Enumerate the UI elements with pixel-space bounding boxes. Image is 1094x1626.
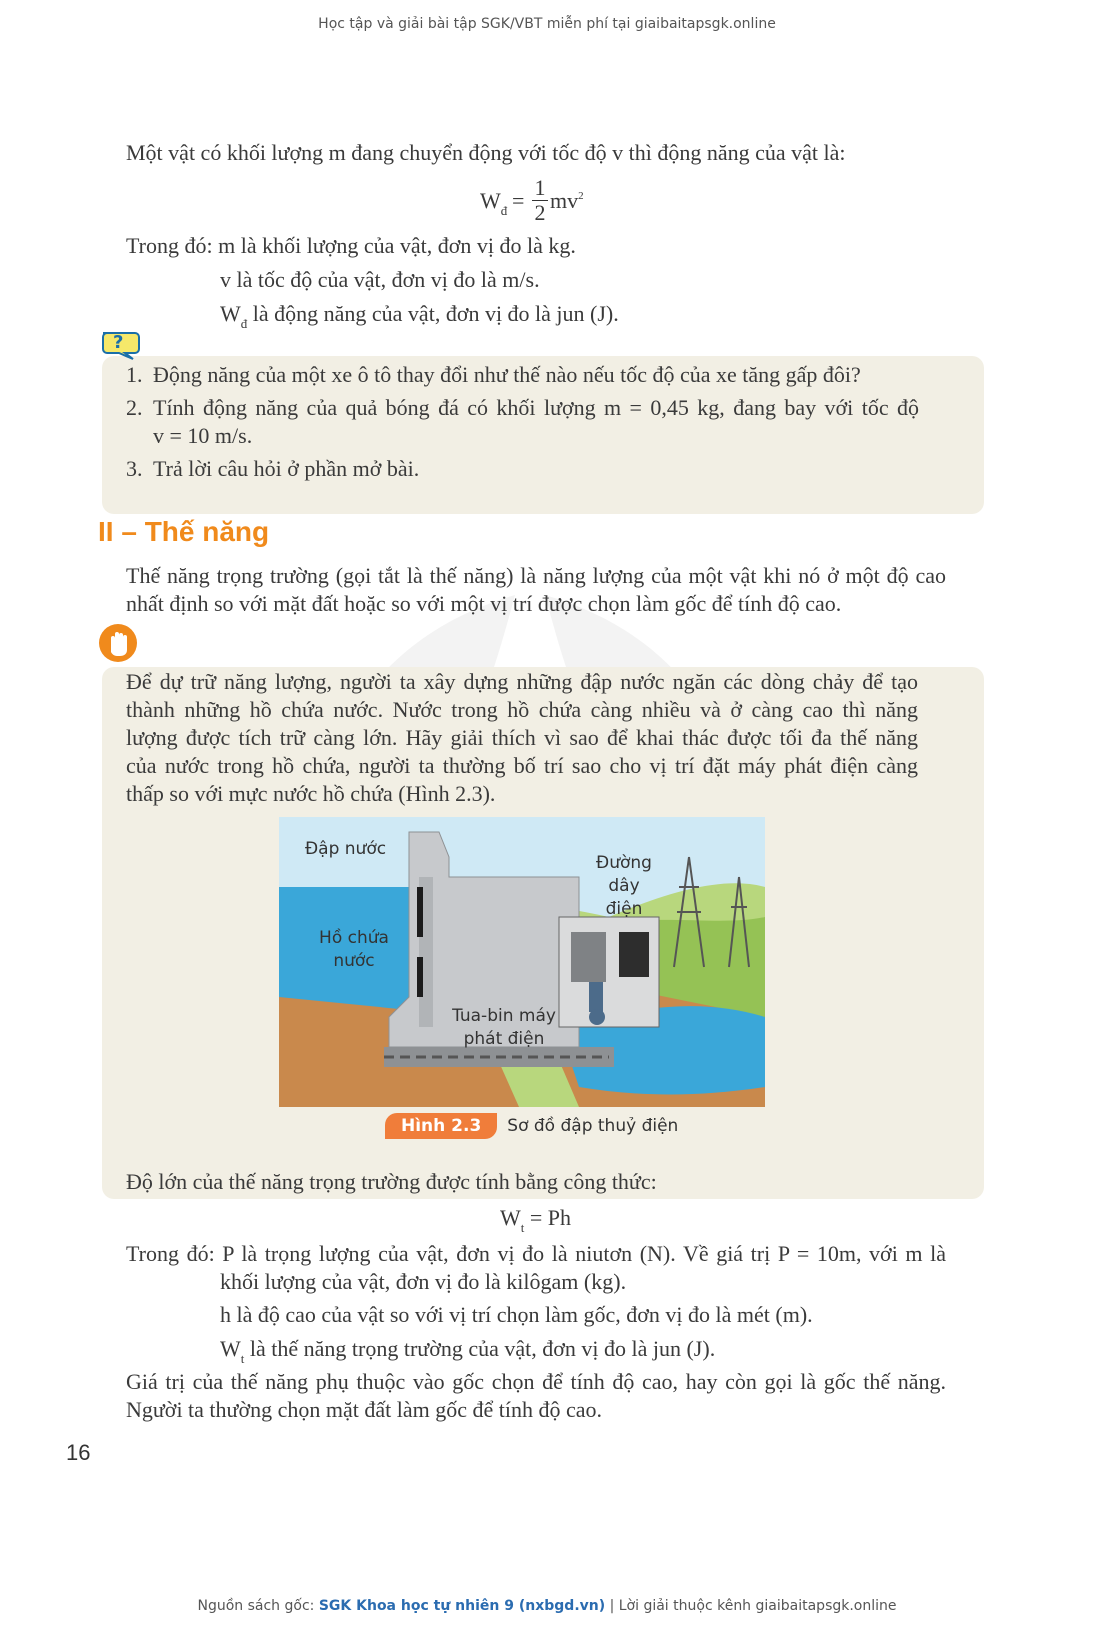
potential-conclusion-1: Giá trị của thế năng phụ thuộc vào gốc chọn để tính độ cao, hay còn gọi là gốc thế năng.	[126, 1369, 946, 1394]
potential-intro: Độ lớn của thế năng trọng trường được tính bằng công thức:	[126, 1169, 657, 1194]
label-turbine: Tua-bin máy phát điện	[452, 1006, 556, 1049]
question-icon: ?	[100, 330, 140, 358]
label-reservoir: Hồ chứa nước	[319, 928, 389, 971]
formula-lhs: $W_đ$	[480, 188, 508, 218]
activity-line-2: thành những hồ chứa nước. Nước trong hồ chứa càng nhiều và ở càng cao thì năng	[126, 697, 918, 722]
header-banner: Học tập và giải bài tập SGK/VBT miễn phí tại giaibaitapsgk.online	[318, 16, 776, 32]
question-2: 2. Tính động năng của quả bóng đá có khối lượng m = 0,45 kg, đang bay với tốc độ	[126, 395, 919, 420]
section2-p1: Thế năng trọng trường (gọi tắt là thế năng) là năng lượng của một vật khi nó ở một độ cao	[126, 563, 946, 588]
label-dam: Đập nước	[305, 839, 387, 859]
footer-banner: Nguồn sách gốc: SGK Khoa học tự nhiên 9 (nxbgd.vn) | Lời giải thuộc kênh giaibaitapsgk.online	[197, 1598, 897, 1614]
section-heading: II – Thế năng	[98, 516, 270, 547]
page-number: 16	[66, 1440, 91, 1465]
figure-caption-text: Sơ đồ đập thuỷ điện	[507, 1116, 679, 1136]
kinetic-where-1: Trong đó: m là khối lượng của vật, đơn vị đo là kg.	[126, 233, 576, 258]
hydro-dam-figure	[279, 817, 765, 1107]
section2-p2: nhất định so với mặt đất hoặc so với một vị trí được chọn làm gốc để tính độ cao.	[126, 591, 842, 616]
activity-line-3: lượng được tích trữ càng lớn. Hãy giải thích vì sao để khai thác được tối đa thế năng	[126, 725, 918, 750]
potential-formula: $W_t = Ph$	[500, 1205, 572, 1235]
fraction-denominator: 2	[534, 200, 546, 225]
kinetic-where-2: v là tốc độ của vật, đơn vị đo là m/s.	[220, 267, 540, 292]
potential-where-1b: khối lượng của vật, đơn vị đo là kilôgam (kg).	[220, 1269, 627, 1294]
activity-line-5: thấp so với mực nước hồ chứa (Hình 2.3).	[126, 781, 496, 806]
fraction-numerator: 1	[534, 175, 546, 200]
kinetic-where-3: $W_đ$ là động năng của vật, đơn vị đo là jun (J).	[220, 301, 619, 331]
potential-conclusion-2: Người ta thường chọn mặt đất làm gốc để tính độ cao.	[126, 1397, 603, 1422]
question-2-cont: v = 10 m/s.	[153, 423, 253, 448]
footer-source-link[interactable]: SGK Khoa học tự nhiên 9 (nxbgd.vn)	[318, 1598, 606, 1614]
potential-where-3: $W_t$ là thế năng trọng trường của vật, đơn vị đo là jun (J).	[220, 1336, 716, 1366]
formula-eq: =	[512, 188, 525, 213]
fraction	[532, 176, 548, 225]
kinetic-formula	[480, 176, 620, 232]
potential-where-1: Trong đó: P là trọng lượng của vật, đơn vị đo là niutơn (N). Về giá trị P = 10m, với m là	[126, 1241, 946, 1266]
figure-caption-label: Hình 2.3	[385, 1113, 497, 1139]
intro-text: Một vật có khối lượng m đang chuyển động với tốc độ v thì động năng của vật là:	[126, 140, 846, 165]
figure-caption	[385, 1113, 678, 1139]
activity-line-4: của nước trong hồ chứa, người ta thường bố trí sao cho vị trí đặt máy phát điện càng	[126, 753, 918, 778]
formula-rhs: $mv^2$	[550, 188, 584, 213]
hand-icon	[97, 622, 139, 664]
question-1: 1. Động năng của một xe ô tô thay đổi như thế nào nếu tốc độ của xe tăng gấp đôi?	[126, 362, 861, 387]
activity-line-1: Để dự trữ năng lượng, người ta xây dựng những đập nước ngăn các dòng chảy để tạo	[126, 669, 918, 694]
question-3: 3. Trả lời câu hỏi ở phần mở bài.	[126, 456, 420, 481]
potential-where-2: h là độ cao của vật so với vị trí chọn làm gốc, đơn vị đo là mét (m).	[220, 1302, 813, 1327]
label-power-line: Đường dây điện	[596, 853, 652, 919]
